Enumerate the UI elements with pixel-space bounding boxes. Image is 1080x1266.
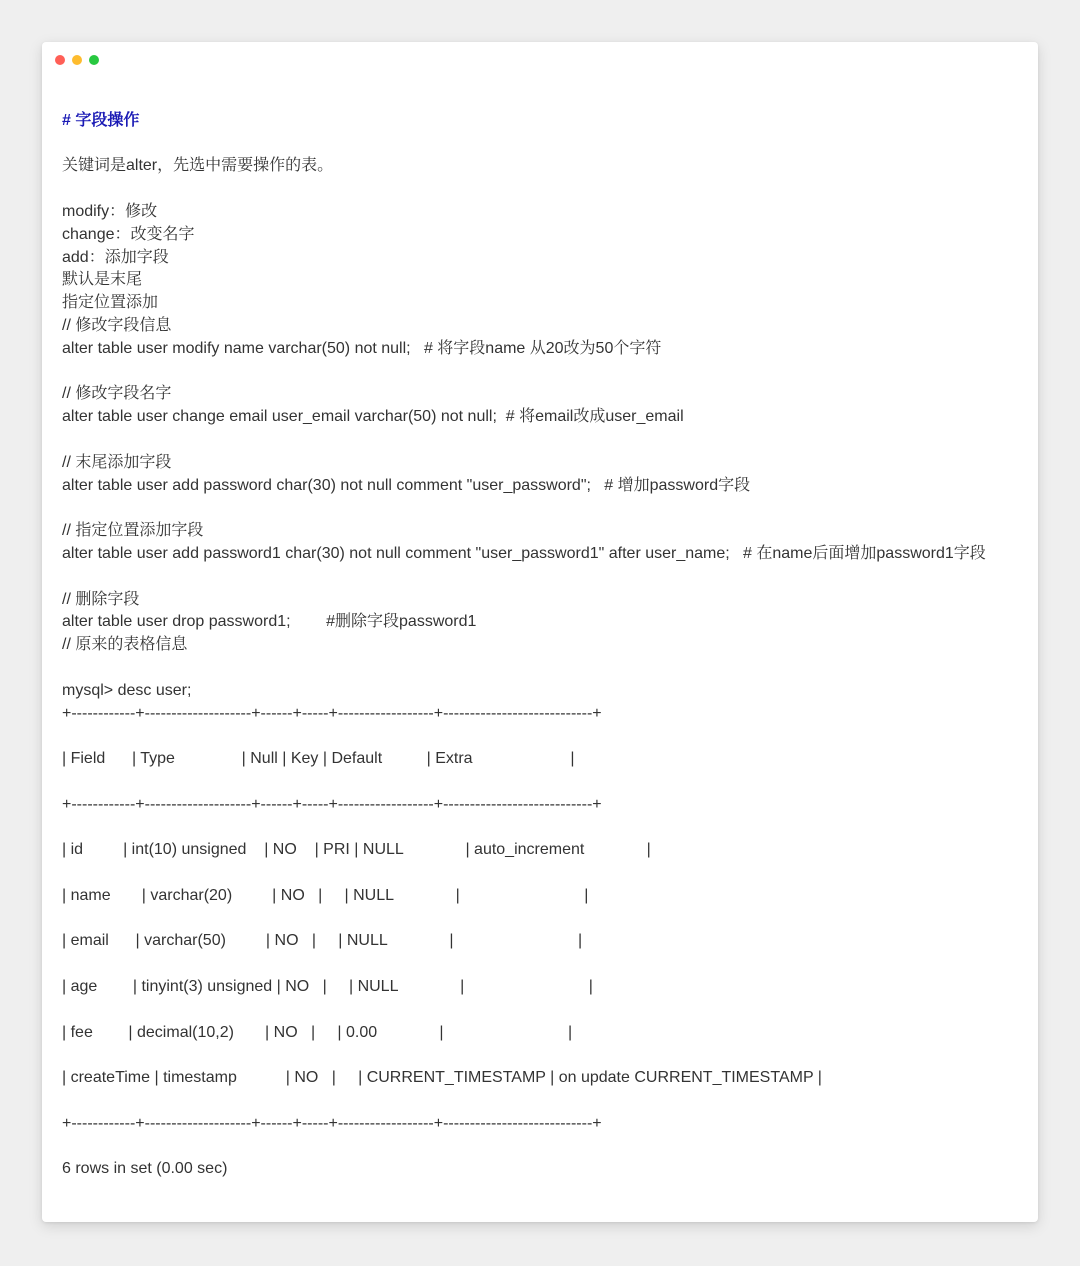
- blank-line: [62, 566, 1012, 589]
- blank-line: [62, 862, 1012, 885]
- code-line: mysql> desc user;: [62, 681, 192, 699]
- code-line: modify：修改: [62, 202, 158, 220]
- code-line: | fee | decimal(10,2) | NO | | 0.00 | |: [62, 1023, 573, 1041]
- code-line: +------------+--------------------+------+-----+------------------+----------------------------+: [62, 704, 602, 722]
- blank-line: [62, 1044, 1012, 1067]
- code-line: +------------+--------------------+------+-----+------------------+----------------------------+: [62, 1114, 602, 1132]
- blank-line: [62, 817, 1012, 840]
- code-content: [62, 87, 1012, 1181]
- blank-line: [62, 771, 1012, 794]
- code-line: | createTime | timestamp | NO | | CURRENT_TIMESTAMP | on update CURRENT_TIMESTAMP |: [62, 1069, 822, 1087]
- code-line: | email | varchar(50) | NO | | NULL | |: [62, 932, 583, 950]
- code-line: // 末尾添加字段: [62, 453, 172, 471]
- code-line: // 删除字段: [62, 590, 140, 608]
- code-line: // 修改字段信息: [62, 316, 172, 334]
- code-line: // 原来的表格信息: [62, 636, 188, 654]
- code-line: alter table user modify name varchar(50) not null; # 将字段name 从20改为50个字符: [62, 339, 662, 357]
- blank-line: [62, 725, 1012, 748]
- code-line: // 指定位置添加字段: [62, 522, 204, 540]
- blank-line: [62, 429, 1012, 452]
- code-window: [42, 42, 1038, 1222]
- close-dot[interactable]: [55, 55, 65, 65]
- code-line: | Field | Type | Null | Key | Default | Extra |: [62, 750, 575, 768]
- code-line: | age | tinyint(3) unsigned | NO | | NULL | |: [62, 978, 593, 996]
- code-line: alter table user drop password1; #删除字段password1: [62, 613, 477, 631]
- code-line: add：添加字段: [62, 248, 169, 266]
- blank-line: [62, 657, 1012, 680]
- blank-line: [62, 497, 1012, 520]
- code-line: | id | int(10) unsigned | NO | PRI | NULL | auto_increment |: [62, 841, 651, 859]
- code-line: | name | varchar(20) | NO | | NULL | |: [62, 886, 589, 904]
- minimize-dot[interactable]: [72, 55, 82, 65]
- blank-line: [62, 1090, 1012, 1113]
- code-line: 指定位置添加: [62, 294, 159, 312]
- blank-line: [62, 133, 1012, 156]
- window-controls: [55, 55, 99, 65]
- code-line: change：改变名字: [62, 225, 195, 243]
- code-line: alter table user add password1 char(30) not null comment "user_password1" after user_name; # 在name后面增加password1字段: [62, 544, 986, 562]
- blank-line: [62, 361, 1012, 384]
- blank-line: [62, 908, 1012, 931]
- blank-line: [62, 87, 1012, 110]
- blank-line: [62, 1136, 1012, 1159]
- blank-line: [62, 953, 1012, 976]
- code-line: alter table user add password char(30) not null comment "user_password"; # 增加password字段: [62, 476, 751, 494]
- section-heading: # 字段操作: [62, 111, 140, 129]
- code-line: // 修改字段名字: [62, 385, 172, 403]
- code-line: 6 rows in set (0.00 sec): [62, 1160, 228, 1178]
- code-line: 默认是末尾: [62, 271, 143, 289]
- code-line: alter table user change email user_email varchar(50) not null; # 将email改成user_email: [62, 408, 684, 426]
- code-line: +------------+--------------------+------+-----+------------------+----------------------------+: [62, 795, 602, 813]
- code-line: 关键词是alter，先选中需要操作的表。: [62, 157, 334, 175]
- maximize-dot[interactable]: [89, 55, 99, 65]
- blank-line: [62, 178, 1012, 201]
- blank-line: [62, 999, 1012, 1022]
